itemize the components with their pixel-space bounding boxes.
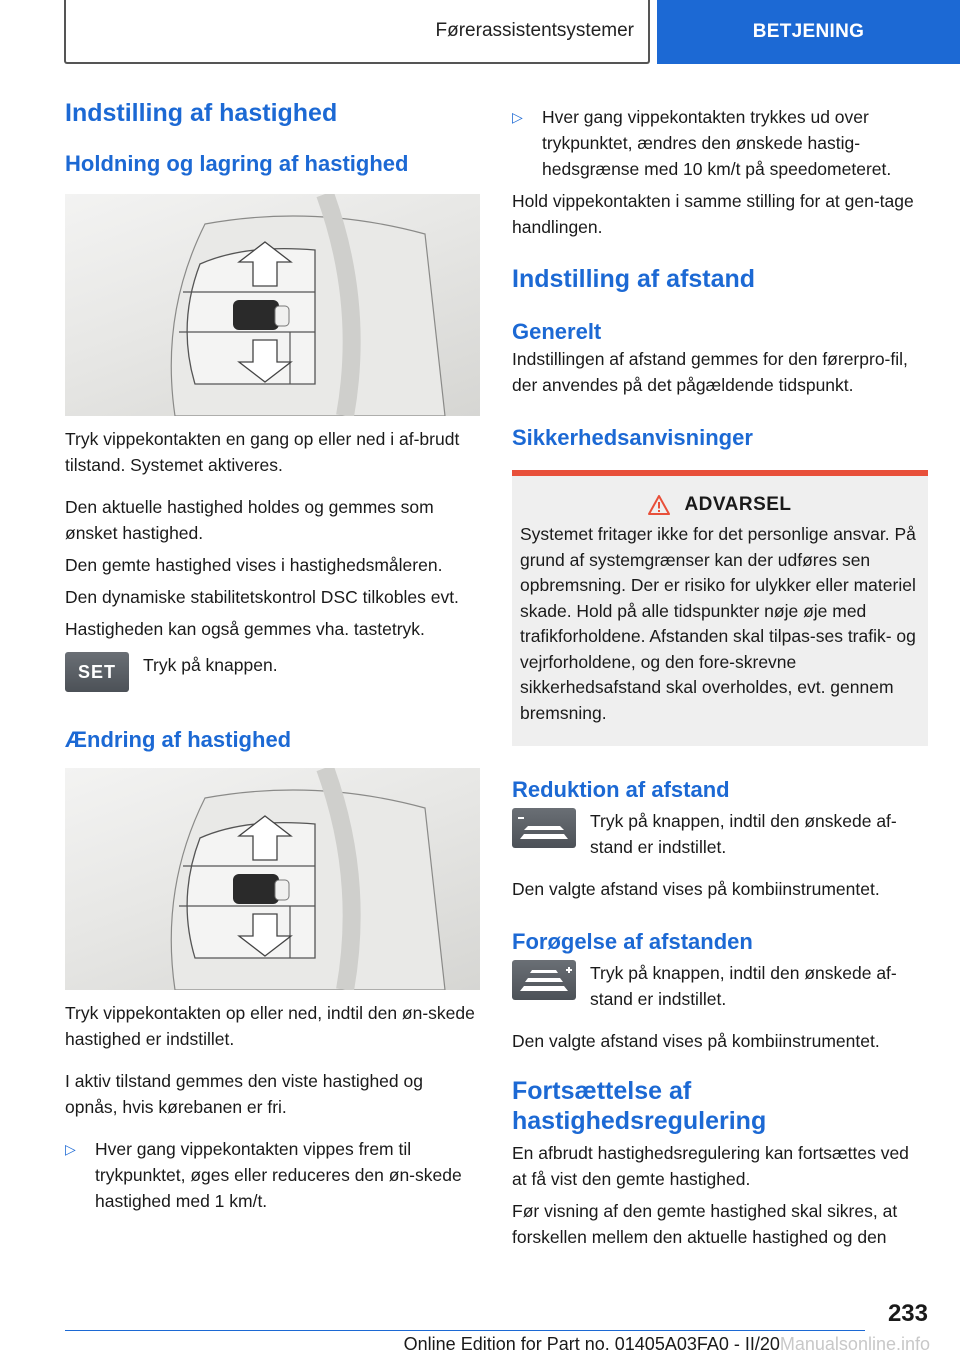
paragraph-keypress: Hastigheden kan også gemmes vha. tastetryk. [65,619,425,639]
footer-divider [65,1330,865,1331]
distance-minus-icon [512,808,576,848]
warning-title: ADVARSEL [684,494,792,515]
bullet-triangle-icon: ▷ [65,1141,76,1157]
bullet-1kmh-text: Hver gang vippekontakten vippes frem til trykpunktet, øges eller reduceres den øn-skede hastighed med 1 km/t. [95,1139,462,1211]
paragraph-profile: Indstillingen af afstand gemmes for den førerpro-fil, der anvendes på det pågældende tidspunkt. [512,349,908,395]
heading-hold-speed: Holdning og lagring af hastighed [65,151,409,176]
set-button-text: Tryk på knappen. [143,655,278,675]
bullet-10kmh [512,104,928,182]
paragraph-adjust: Tryk vippekontakten op eller ned, indtil den øn-skede hastighed er indstillet. [65,1003,475,1049]
header-section [64,0,650,64]
paragraph-repeat: Hold vippekontakten i samme stilling for at gen-tage handlingen. [512,191,914,237]
header-chapter [657,0,960,64]
paragraph-resume: En afbrudt hastighedsregulering kan fortsættes ved at få vist den gemte hastighed. [512,1143,909,1189]
warning-box [512,470,928,746]
reduce-distance-row [512,808,928,860]
distance-plus-icon [512,960,576,1000]
paragraph-check: Før visning af den gemte hastighed skal sikres, at forskellen mellem den aktuelle hastighed og den [512,1201,898,1247]
chapter-title: BETJENING [752,21,865,42]
increase-distance-text: Tryk på knappen, indtil den ønskede af-stand er indstillet. [590,963,897,1009]
heading-distance: Indstilling af afstand [512,265,756,293]
paragraph-dsc: Den dynamiske stabilitetskontrol DSC tilkobles evt. [65,587,459,607]
heading-safety: Sikkerhedsanvisninger [512,425,753,450]
set-button-icon: SET [65,652,129,692]
page-number: 233 [887,1300,928,1327]
warning-triangle-icon [648,495,670,515]
bullet-triangle-icon: ▷ [512,109,523,125]
edition-text: Online Edition for Part no. 01405A03FA0 - II/20 [403,1334,780,1354]
watermark-text: Manualsonline.info [779,1334,930,1354]
paragraph-stored: Den gemte hastighed vises i hastighedsmåleren. [65,555,443,575]
heading-increase-distance: Forøgelse af afstanden [512,929,753,954]
heading-reduce-distance: Reduktion af afstand [512,777,730,802]
reduce-distance-text: Tryk på knappen, indtil den ønskede af-stand er indstillet. [590,811,897,857]
left-column [65,98,480,1214]
paragraph-hold: Den aktuelle hastighed holdes og gemmes som ønsket hastighed. [65,497,434,543]
bullet-1kmh [65,1136,480,1214]
paragraph-increase-shown: Den valgte afstand vises på kombiinstrumentet. [512,1031,880,1051]
footer-edition [0,1334,930,1355]
increase-distance-row [512,960,928,1012]
paragraph-reduce-shown: Den valgte afstand vises på kombiinstrumentet. [512,879,880,899]
steering-wheel-photo [65,194,480,416]
paragraph-activate: Tryk vippekontakten en gang op eller ned i af-brudt tilstand. Systemet aktiveres. [65,429,460,475]
heading-change-speed: Ændring af hastighed [65,727,292,752]
heading-continue: Fortsættelse af hastighedsregulering [512,1077,767,1135]
bullet-10kmh-text: Hver gang vippekontakten trykkes ud over trykpunktet, ændres den ønskede hastig-hedsgrænse med 10 km/t på speedometeret. [542,107,892,179]
right-column [512,104,928,1250]
warning-title-row [520,494,920,516]
paragraph-active-state: I aktiv tilstand gemmes den viste hastighed og opnås, hvis kørebanen er fri. [65,1071,423,1117]
section-title: Førerassistentsystemer [435,20,634,41]
heading-speed-setting: Indstilling af hastighed [65,99,338,127]
set-button-row [65,652,480,692]
heading-general: Generelt [512,319,602,344]
warning-text: Systemet fritager ikke for det personlige ansvar. På grund af systemgrænser kan der udføres sen opbremsning. Der er risiko for ulykker eller materiel skade. Hold på alle tidspunkter nøje øje med trafikforholdene. Afstanden skal tilpas-ses trafik- og vejrforholdene, og den fore-skrevne sikkerhedsafstand skal overholdes, evt. gennem bremsning. [520,524,916,723]
steering-wheel-photo-2 [65,768,480,990]
